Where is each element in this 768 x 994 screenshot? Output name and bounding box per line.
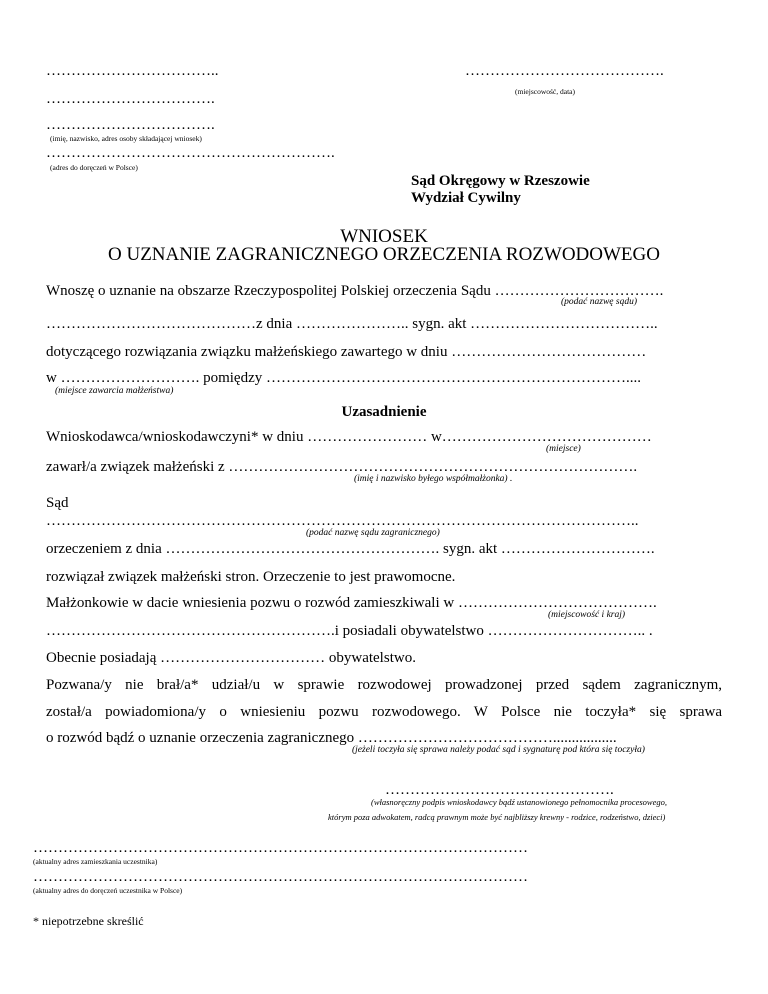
request-line-3: dotyczącego rozwiązania związku małżeńskiego zawartego w dniu …………………………………: [46, 344, 647, 360]
applicant-caption: (imię, nazwisko, adres osoby składającej wniosek): [50, 134, 202, 143]
request-line-4: w ………………………. pomiędzy ………………………………………………………………....: [46, 370, 641, 386]
applicant-line-3: …………………………….: [46, 117, 215, 133]
justification-line-5: orzeczeniem z dnia ………………………………………………. sygn. akt ………………………….: [46, 541, 655, 557]
pending-case-caption: (jeżeli toczyła się sprawa należy podać sąd i sygnaturę pod która się toczyła): [352, 745, 645, 755]
justification-line-12: o rozwód bądź o uznanie orzeczenia zagranicznego ………………………………….................: [46, 730, 617, 746]
applicant-line-1: ……………………………..: [46, 63, 219, 79]
delivery-address-caption: (aktualny adres do doręczeń uczestnika w Polsce): [33, 886, 183, 895]
footnote: * niepotrzebne skreślić: [33, 914, 144, 928]
address-caption: (adres do doręczeń w Polsce): [50, 163, 138, 172]
justification-line-3: Sąd: [46, 495, 69, 511]
justification-line-1: Wnioskodawca/wnioskodawczyni* w dniu …………………… w……………………………………: [46, 429, 652, 445]
justification-line-8: ………………………………………………….i posiadali obywatelstwo ………………………….. .: [46, 623, 653, 639]
request-line-2: ……………………………………z dnia ………………….. sygn. akt ………………………………..: [46, 316, 658, 332]
residence-address-line: ………………………………………………………………………………………: [33, 840, 528, 856]
signature-line: ……………………………………….: [385, 782, 614, 798]
delivery-address-line: ………………………………………………………………………………………: [33, 869, 528, 885]
place-caption: (miejsce): [546, 444, 581, 454]
place-date-line: ………………………………….: [465, 63, 664, 79]
place-country-caption: (miejscowość i kraj): [548, 610, 626, 620]
residence-address-caption: (aktualny adres zamieszkania uczestnika): [33, 857, 158, 866]
marriage-place-caption: (miejsce zawarcia małżeństwa): [55, 386, 174, 396]
applicant-line-2: …………………………….: [46, 91, 215, 107]
address-line: ………………………………………………….: [46, 145, 335, 161]
court-name-caption: (podać nazwę sądu): [561, 297, 637, 307]
document-subtitle: O UZNANIE ZAGRANICZNEGO ORZECZENIA ROZWODOWEGO: [108, 244, 660, 265]
ex-spouse-caption: (imię i nazwisko byłego współmałżonka) .: [354, 474, 513, 484]
justification-line-11: został/a powiadomiona/y o wniesieniu pozwu rozwodowego. W Polsce nie toczyła* się sprawa: [46, 704, 722, 720]
justification-line-7: Małżonkowie w dacie wniesienia pozwu o rozwód zamieszkiwali w ………………………………….: [46, 595, 657, 611]
signature-caption-1: (własnoręczny podpis wnioskodawcy bądź ustanowionego pełnomocnika procesowego,: [371, 797, 667, 807]
justification-line-10: Pozwana/y nie brał/a* udział/u w sprawie rozwodowej prowadzonej przed sądem zagranicznym,: [46, 677, 722, 693]
document-title: WNIOSEK: [340, 226, 428, 247]
justification-line-9: Obecnie posiadają …………………………… obywatelstwo.: [46, 650, 416, 666]
request-line-1: Wnoszę o uznanie na obszarze Rzeczypospolitej Polskiej orzeczenia Sądu …………………………….: [46, 283, 664, 299]
signature-caption-2: którym poza adwokatem, radcą prawnym może być najbliższy krewny - rodzice, rodzeństwo, dzieci): [328, 812, 666, 822]
justification-line-6: rozwiązał związek małżeński stron. Orzeczenie to jest prawomocne.: [46, 569, 456, 585]
foreign-court-caption: (podać nazwę sądu zagranicznego): [306, 528, 440, 538]
justification-line-4: ………………………………………………………………………………………………………..: [46, 513, 639, 529]
justification-line-2: zawarł/a związek małżeński z ……………………………………………………………………….: [46, 459, 638, 475]
court-name: Sąd Okręgowy w Rzeszowie: [411, 173, 590, 189]
justification-heading: Uzasadnienie: [341, 404, 427, 420]
place-date-caption: (miejscowość, data): [515, 87, 575, 96]
court-division: Wydział Cywilny: [411, 190, 521, 206]
